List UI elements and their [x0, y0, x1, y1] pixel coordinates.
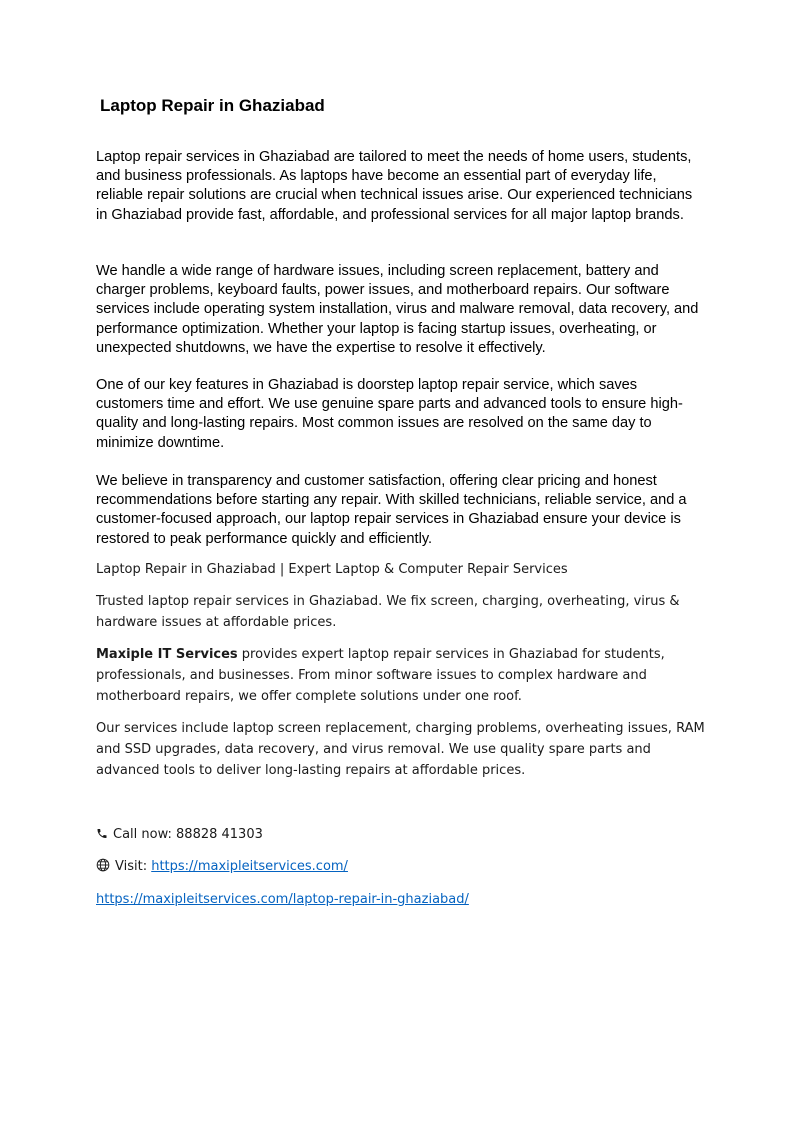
- website-link[interactable]: https://maxipleitservices.com/: [151, 859, 348, 874]
- call-line: [96, 825, 263, 847]
- phone-icon: [96, 827, 108, 847]
- intro-paragraph: Laptop repair services in Ghaziabad are tailored to meet the needs of home users, students, and business professionals. As laptops have become an essential part of everyday life, reliable repair solutions are crucial when technical issues arise. Our experienced technicians in Ghaziabad provide fast, affordable, and professional services for all major laptop brands.: [96, 149, 693, 223]
- company-name: Maxiple IT Services: [96, 647, 238, 662]
- call-text: Call now: 88828 41303: [113, 827, 263, 842]
- doorstep-service-paragraph: One of our key features in Ghaziabad is doorstep laptop repair service, which saves customers time and effort. We use genuine spare parts and advanced tools to ensure high-quality and long-lasting repairs. Most common issues are resolved on the same day to minimize downtime.: [96, 377, 683, 451]
- page-link[interactable]: https://maxipleitservices.com/laptop-repair-in-ghaziabad/: [96, 892, 469, 907]
- company-paragraph: [96, 644, 706, 707]
- company-paragraph-text: provides expert laptop repair services in Ghaziabad for students, professionals, and businesses. From minor software issues to complex hardware and motherboard repairs, we offer complete solutions under one roof.: [96, 647, 665, 704]
- seo-title: Laptop Repair in Ghaziabad | Expert Laptop & Computer Repair Services: [96, 562, 568, 577]
- page-title: Laptop Repair in Ghaziabad: [100, 96, 325, 115]
- services-overview-paragraph: We handle a wide range of hardware issues, including screen replacement, battery and charger problems, keyboard faults, power issues, and motherboard repairs. Our software services include operating system installation, virus and malware removal, data recovery, and performance optimization. Whether your laptop is facing startup issues, overheating, or unexpected shutdowns, we have the expertise to resolve it effectively.: [96, 263, 699, 356]
- transparency-paragraph: We believe in transparency and customer satisfaction, offering clear pricing and honest recommendations before starting any repair. With skilled technicians, reliable service, and a customer-focused approach, our laptop repair services in Ghaziabad ensure your device is restored to peak performance quickly and efficiently.: [96, 473, 687, 547]
- page-link-line: [96, 890, 469, 910]
- globe-icon: [96, 858, 110, 879]
- visit-label: Visit:: [115, 859, 152, 874]
- services-list-paragraph: Our services include laptop screen replacement, charging problems, overheating issues, RAM and SSD upgrades, data recovery, and virus removal. We use quality spare parts and advanced tools to deliver long-lasting repairs at affordable prices.: [96, 721, 705, 778]
- visit-line: [96, 857, 348, 879]
- meta-description: Trusted laptop repair services in Ghaziabad. We fix screen, charging, overheating, virus & hardware issues at affordable prices.: [96, 594, 680, 630]
